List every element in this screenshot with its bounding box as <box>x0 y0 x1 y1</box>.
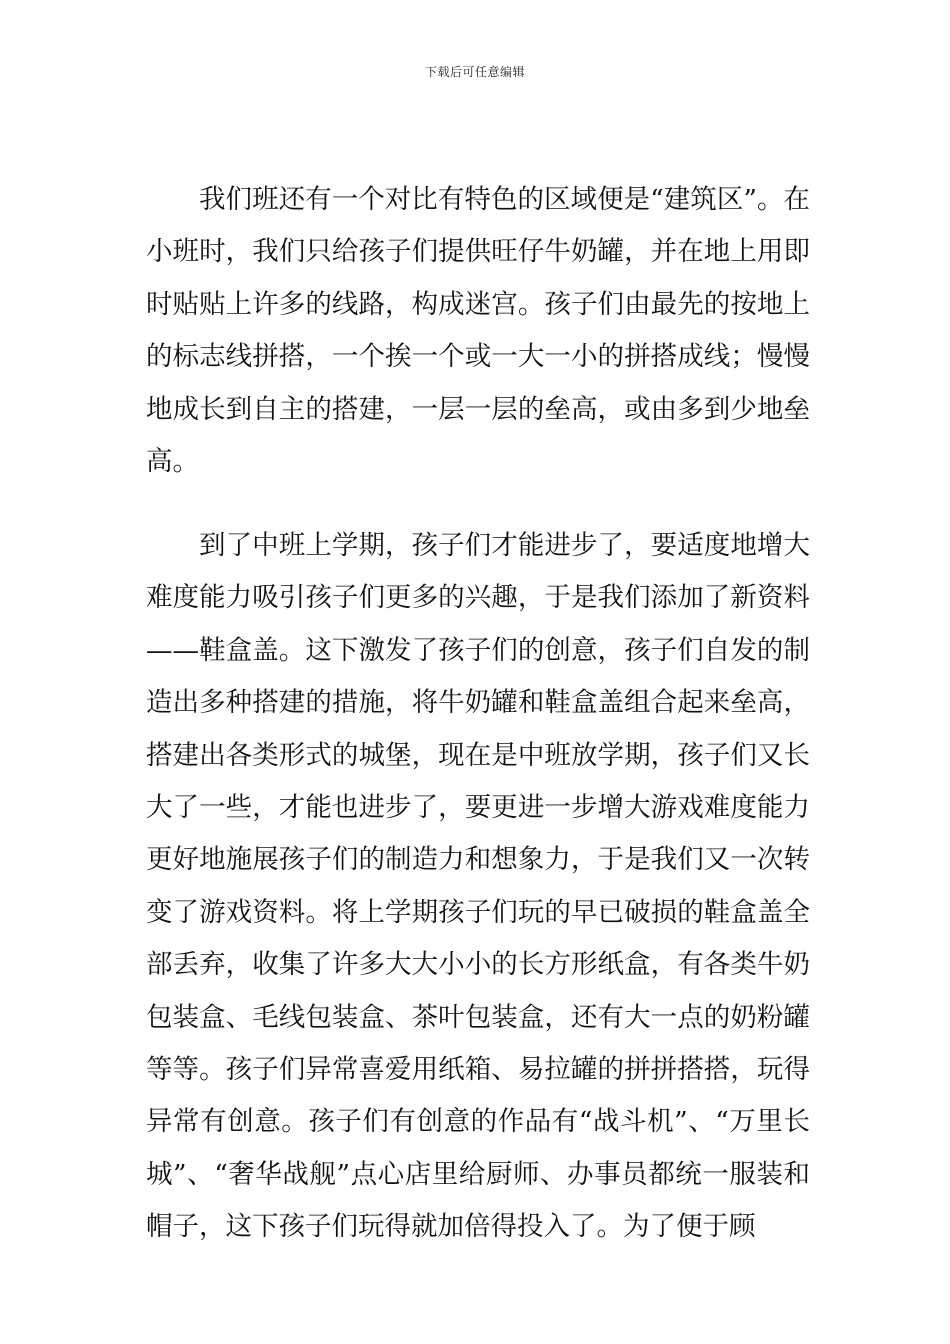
paragraph-middle-class: 到了中班上学期，孩子们才能进步了，要适度地增大难度能力吸引孩子们更多的兴趣，于是我们添加了新资料——鞋盒盖。这下激发了孩子们的创意，孩子们自发的制造出多种搭建的措施，将牛奶罐和鞋盒盖组合起来垒高，搭建出各类形式的城堡，现在是中班放学期，孩子们又长大了一些，才能也进步了，要更进一步增大游戏难度能力更好地施展孩子们的制造力和想象力，于是我们又一次转变了游戏资料。将上学期孩子们玩的早已破损的鞋盒盖全部丢弃，收集了许多大大小小的长方形纸盒，有各类牛奶包装盒、毛线包装盒、茶叶包装盒，还有大一点的奶粉罐等等。孩子们异常喜爱用纸箱、易拉罐的拼拼搭搭，玩得异常有创意。孩子们有创意的作品有“战斗机”、“万里长城”、“奢华战舰”点心店里给厨师、办事员都统一服装和帽子，这下孩子们玩得就加倍得投入了。为了便于顾 <box>146 530 810 1243</box>
paragraph-building-area: 我们班还有一个对比有特色的区域便是“建筑区”。在小班时，我们只给孩子们提供旺仔牛奶罐，并在地上用即时贴贴上许多的线路，构成迷宫。孩子们由最先的按地上的标志线拼搭，一个挨一个或一大一小的拼搭成线；慢慢地成长到自主的搭建，一层一层的垒高，或由多到少地垒高。 <box>146 184 810 478</box>
page-header: 下载后可任意编辑 <box>424 65 525 79</box>
